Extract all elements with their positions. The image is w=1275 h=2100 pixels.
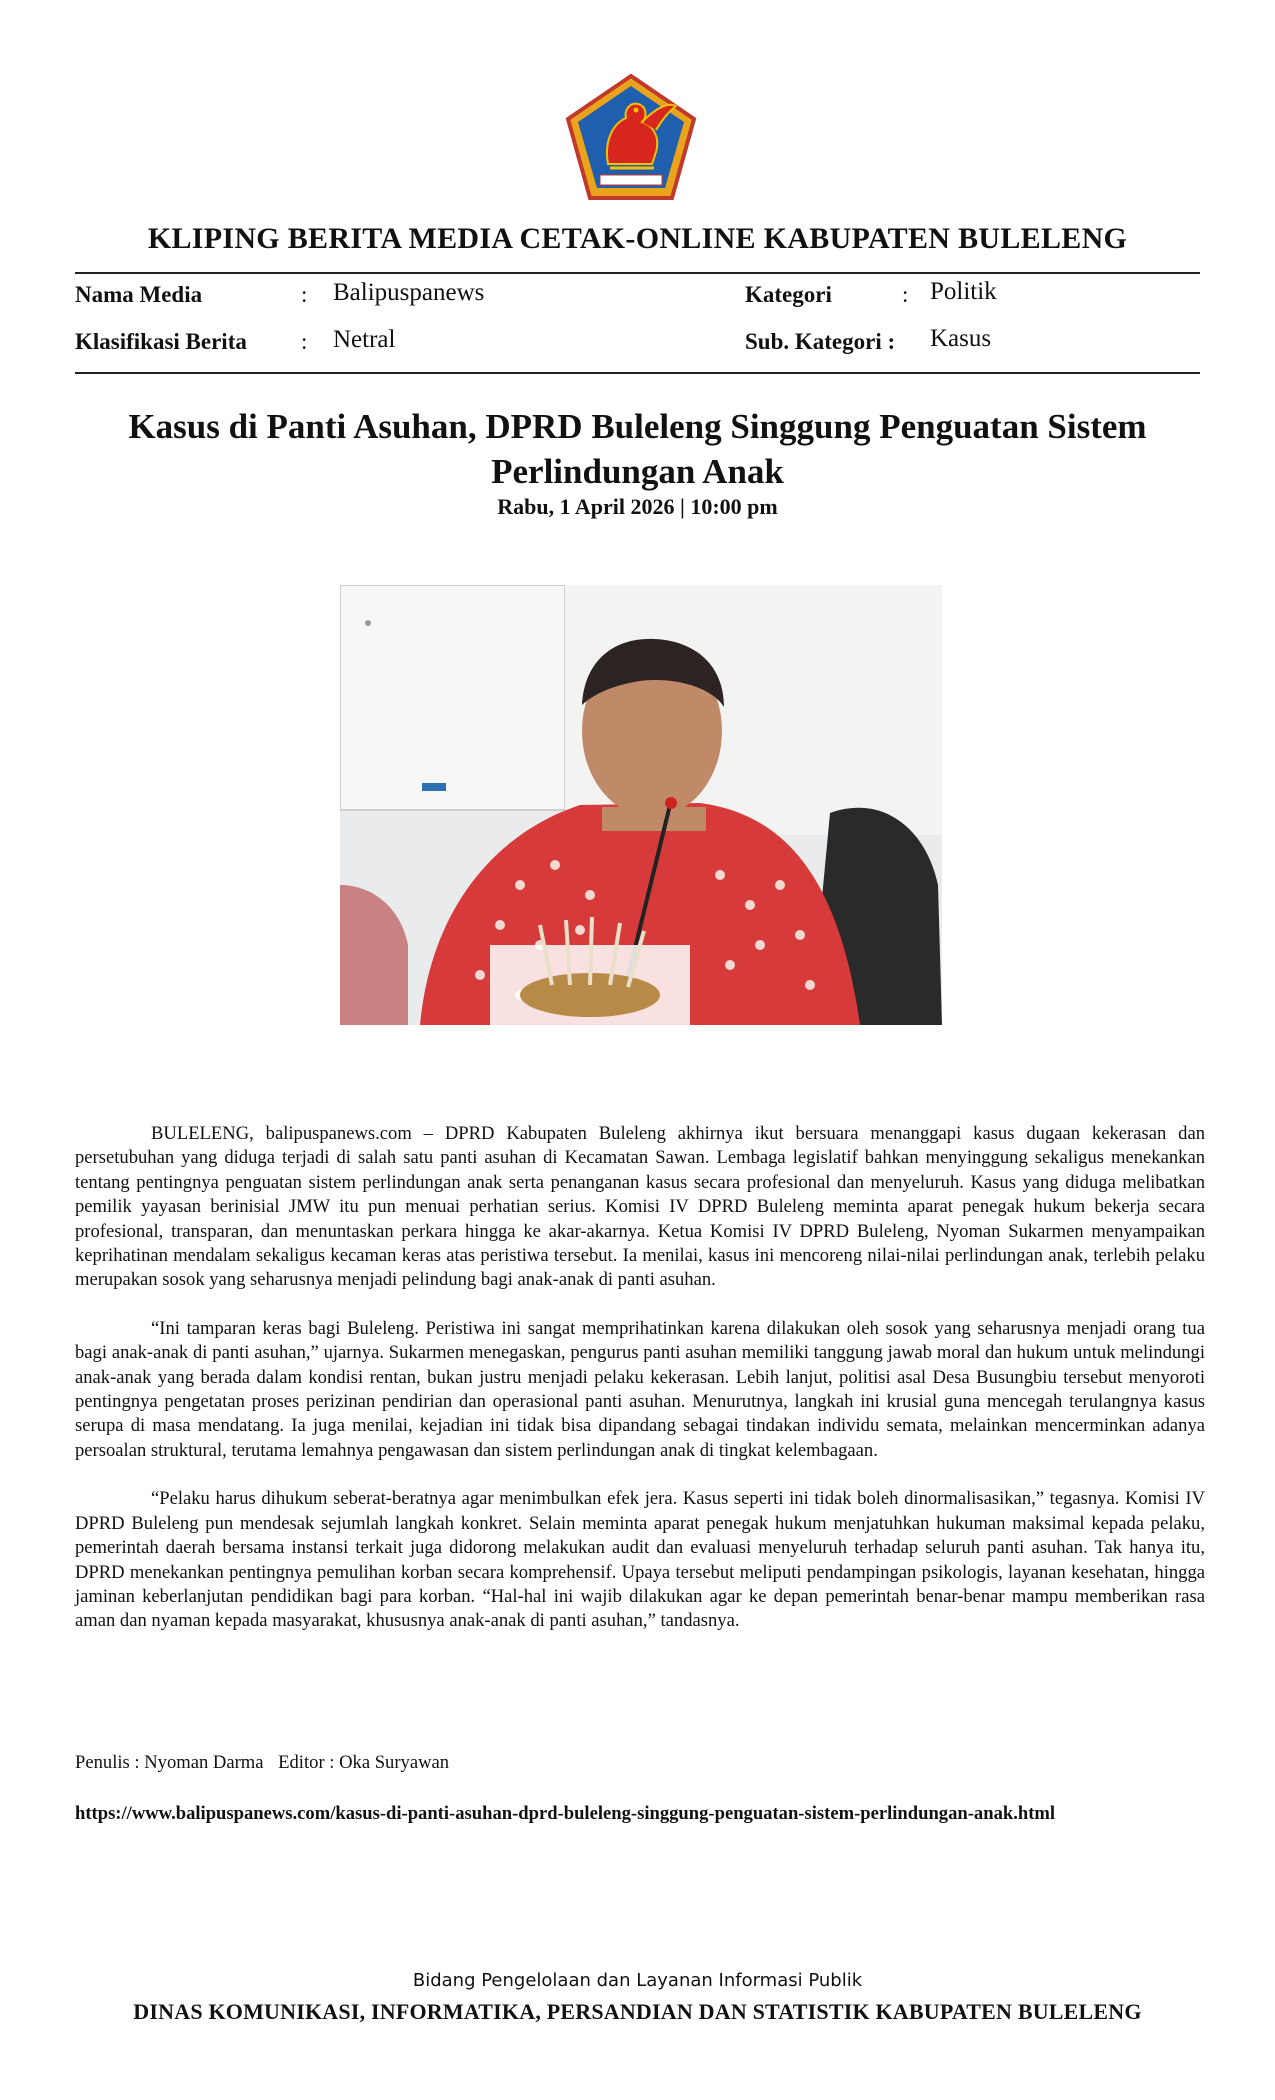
media-colon: :	[301, 282, 308, 307]
source-url-link[interactable]: https://www.balipuspanews.com/kasus-di-panti-asuhan-dprd-buleleng-singgung-penguatan-sistem-perlindungan-anak.html	[75, 1803, 1056, 1824]
subcategory-value: Kasus	[930, 325, 992, 352]
footer-agency: DINAS KOMUNIKASI, INFORMATIKA, PERSANDIAN DAN STATISTIK KABUPATEN BULELENG	[133, 1999, 1142, 2024]
document-title: KLIPING BERITA MEDIA CETAK-ONLINE KABUPATEN BULELENG	[147, 222, 1128, 255]
article-body	[75, 1122, 1205, 1658]
article-paragraph: BULELENG, balipuspanews.com – DPRD Kabupaten Buleleng akhirnya ikut bersuara menanggapi kasus dugaan kekerasan dan persetubuhan yang diduga terjadi di salah satu panti asuhan di Kecamatan Sawan. Lembaga legislatif bahkan menyinggung sekaligus menekankan tentang pentingnya penguatan sistem perlindungan anak serta penanganan kasus secara profesional dan menyeluruh. Kasus yang diduga melibatkan pemilik yayasan berinisial JMW itu pun menuai perhatian serius. Komisi IV DPRD Buleleng meminta aparat penegak hukum bekerja secara profesional, transparan, dan menuntaskan perkara hingga ke akar-akarnya. Ketua Komisi IV DPRD Buleleng, Nyoman Sukarmen menyampaikan keprihatinan mendalam sekaligus kecaman keras atas peristiwa tersebut. Ia menilai, kasus ini mencoreng nilai-nilai perlindungan anak, terlebih pelaku merupakan sosok yang seharusnya menjadi pelindung bagi anak-anak di panti asuhan.	[75, 1123, 1205, 1291]
classification-colon: :	[301, 329, 308, 354]
footer-unit: Bidang Pengelolaan dan Layanan Informasi Publik	[412, 1970, 863, 1991]
buleleng-crest-icon	[564, 72, 698, 202]
article-credits	[75, 1752, 459, 1774]
article-paragraph: “Pelaku harus dihukum seberat-beratnya agar menimbulkan efek jera. Kasus seperti ini tidak boleh dinormalisasikan,” tegasnya. Komisi IV DPRD Buleleng pun mendesak sejumlah langkah konkret. Selain meminta aparat penegak hukum menjatuhkan hukuman maksimal kepada pelaku, pemerintah daerah bersama instansi terkait juga didorong melakukan audit dan evaluasi menyeluruh terhadap seluruh panti asuhan. Tak hanya itu, DPRD menekankan pentingnya pemulihan korban secara komprehensif. Upaya tersebut meliputi pendampingan psikologis, layanan kesehatan, hingga jaminan keberlanjutan pendidikan bagi para korban. “Hal-hal ini wajib dilakukan agar ke depan pemerintah benar-benar mampu memberikan rasa aman dan nyaman kepada masyarakat, khususnya anak-anak di panti asuhan,” tandasnya.	[75, 1488, 1205, 1632]
header-bottom-divider	[75, 372, 1200, 374]
classification-label: Klasifikasi Berita	[75, 329, 247, 354]
media-label: Nama Media	[75, 282, 203, 307]
header-top-divider	[75, 272, 1200, 274]
article-headline: Kasus di Panti Asuhan, DPRD Buleleng Singgung Penguatan Sistem Perlindungan Anak	[128, 407, 1147, 491]
category-colon: :	[902, 282, 909, 307]
classification-value: Netral	[333, 326, 396, 353]
article-dateline: Rabu, 1 April 2026 | 10:00 pm	[497, 494, 778, 519]
media-value: Balipuspanews	[333, 279, 485, 306]
editor-credit: Editor : Oka Suryawan	[278, 1752, 450, 1773]
category-label: Kategori	[745, 282, 832, 307]
writer-credit: Penulis : Nyoman Darma	[75, 1752, 264, 1773]
article-paragraph: “Ini tamparan keras bagi Buleleng. Peristiwa ini sangat memprihatinkan karena dilakukan oleh sosok yang seharusnya menjadi orang tua bagi anak-anak di panti asuhan,” ujarnya. Sukarmen menegaskan, pengurus panti asuhan memiliki tanggung jawab moral dan hukum untuk melindungi anak-anak yang berada dalam kondisi rentan, bukan justru menjadi pelaku kekerasan. Lebih lanjut, politisi asal Desa Busungbiu tersebut menyoroti pentingnya pengetatan proses perizinan pendirian dan operasional panti asuhan. Menurutnya, langkah ini krusial guna mencegah terulangnya kasus serupa di masa mendatang. Ia juga menilai, kejadian ini tidak bisa dipandang sebagai tindakan individu semata, melainkan mencerminkan adanya persoalan struktural, terutama lemahnya pengawasan dan sistem perlindungan anak di tingkat kelembagaan.	[75, 1317, 1205, 1461]
article-photo	[340, 585, 942, 1025]
category-value: Politik	[930, 278, 997, 305]
subcategory-label: Sub. Kategori :	[745, 329, 896, 354]
